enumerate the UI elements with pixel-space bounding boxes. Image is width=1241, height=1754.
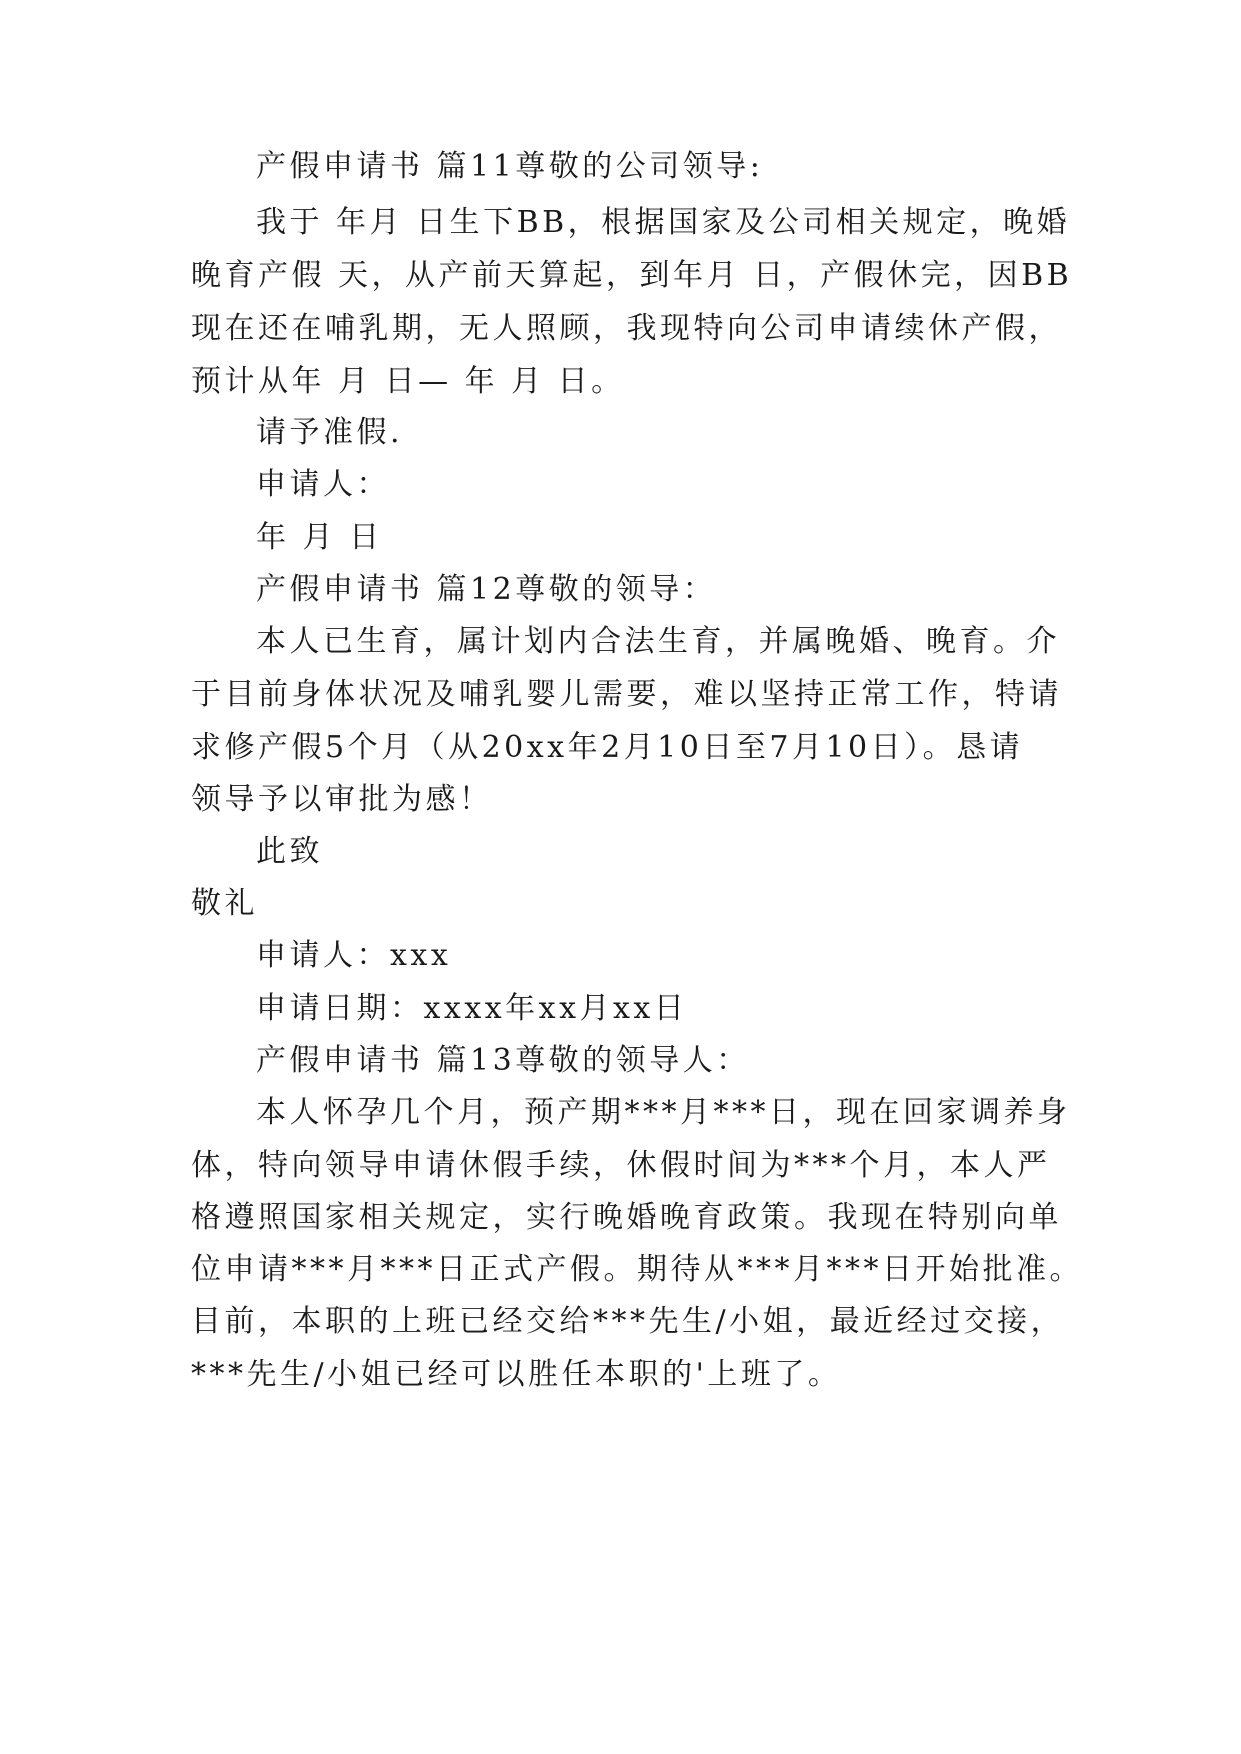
closing-line: 此致 (256, 834, 323, 869)
applicant-line: 申请人：xxx (256, 938, 452, 973)
section-11-heading: 产假申请书 篇11尊敬的公司领导: (256, 149, 764, 184)
applicant-line: 申请人： (256, 467, 390, 502)
paragraph-line: 晚育产假 天，从产前天算起，到年月 日，产假休完，因BB (191, 258, 1073, 293)
paragraph-line: 我于 年月 日生下BB，根据国家及公司相关规定，晚婚 (256, 205, 1071, 240)
paragraph-line: 格遵照国家相关规定，实行晚婚晚育政策。我现在特别向单 (191, 1200, 1062, 1235)
paragraph-line: 预计从年 月 日— 年 月 日。 (191, 364, 625, 399)
paragraph-line: 求修产假5个月（从20xx年2月10日至7月10日）。恳请 (191, 730, 1024, 765)
paragraph-line: 于目前身体状况及哺乳婴儿需要，难以坚持正常工作，特请 (191, 677, 1062, 712)
paragraph-line: ***先生/小姐已经可以胜任本职的'上班了。 (191, 1357, 842, 1392)
paragraph-line: 目前，本职的上班已经交给***先生/小姐，最近经过交接， (191, 1304, 1065, 1339)
section-12-heading: 产假申请书 篇12尊敬的领导： (256, 572, 717, 607)
paragraph-line: 本人已生育，属计划内合法生育，并属晚婚、晚育。介 (256, 624, 1060, 659)
salutation-line: 敬礼 (191, 886, 258, 921)
section-13-heading: 产假申请书 篇13尊敬的领导人： (256, 1043, 750, 1078)
date-line: 年 月 日 (256, 520, 383, 555)
paragraph-line: 位申请***月***日正式产假。期待从***月***日开始批准。 (191, 1252, 1083, 1287)
application-date-line: 申请日期：xxxx年xx月xx日 (256, 991, 688, 1026)
paragraph-line: 现在还在哺乳期，无人照顾，我现特向公司申请续休产假， (191, 311, 1062, 346)
paragraph-line: 本人怀孕几个月，预产期***月***日，现在回家调养身 (256, 1095, 1071, 1130)
paragraph-line: 体，特向领导申请休假手续，休假时间为***个月，本人严 (191, 1148, 1051, 1183)
request-line: 请予准假. (256, 415, 404, 450)
paragraph-line: 领导予以审批为感！ (191, 782, 493, 817)
